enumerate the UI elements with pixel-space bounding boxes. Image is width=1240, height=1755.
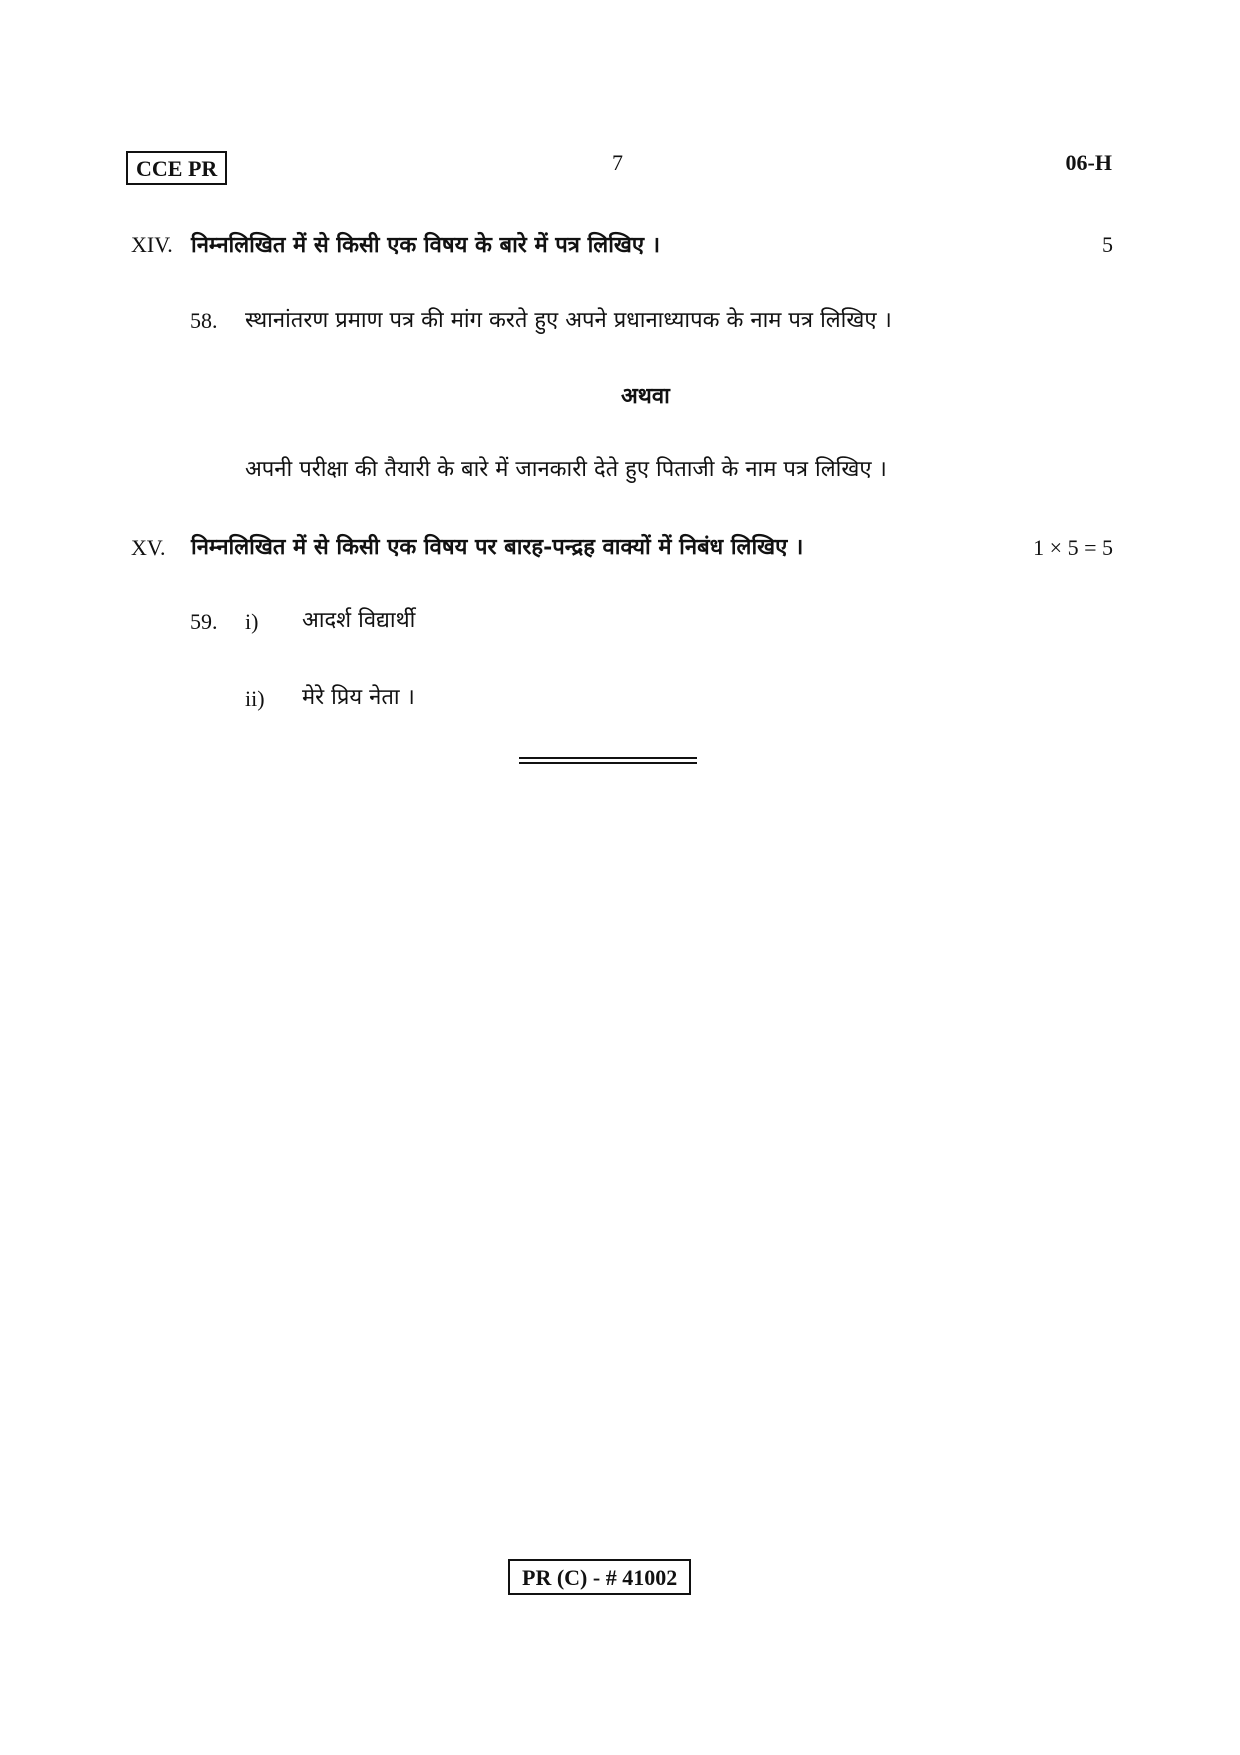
option-text: आदर्श विद्यार्थी [302, 608, 416, 633]
page-number: 7 [612, 150, 623, 175]
section-marks: 5 [1102, 232, 1113, 257]
paper-code: 06-H [1065, 150, 1112, 175]
option-label: i) [245, 609, 259, 634]
footer-code-box: PR (C) - # 41002 [508, 1559, 691, 1595]
paper-header-box: CCE PR [126, 151, 227, 185]
end-double-rule [519, 757, 697, 764]
section-title: निम्नलिखित में से किसी एक विषय पर बारह-पन्द्रह वाक्यों में निबंध लिखिए । [191, 534, 804, 560]
section-roman-numeral: XV. [131, 535, 166, 560]
section-title: निम्नलिखित में से किसी एक विषय के बारे में पत्र लिखिए । [191, 232, 661, 258]
option-label: ii) [245, 686, 265, 711]
or-label: अथवा [621, 383, 670, 409]
option-text: मेरे प्रिय नेता । [302, 685, 415, 710]
question-number: 59. [190, 609, 218, 634]
question-number: 58. [190, 308, 218, 333]
section-roman-numeral: XIV. [131, 232, 173, 257]
question-text: स्थानांतरण प्रमाण पत्र की मांग करते हुए अपने प्रधानाध्यापक के नाम पत्र लिखिए । [245, 308, 892, 333]
section-marks: 1 × 5 = 5 [1033, 535, 1113, 560]
alternative-question-text: अपनी परीक्षा की तैयारी के बारे में जानकारी देते हुए पिताजी के नाम पत्र लिखिए । [245, 457, 887, 482]
